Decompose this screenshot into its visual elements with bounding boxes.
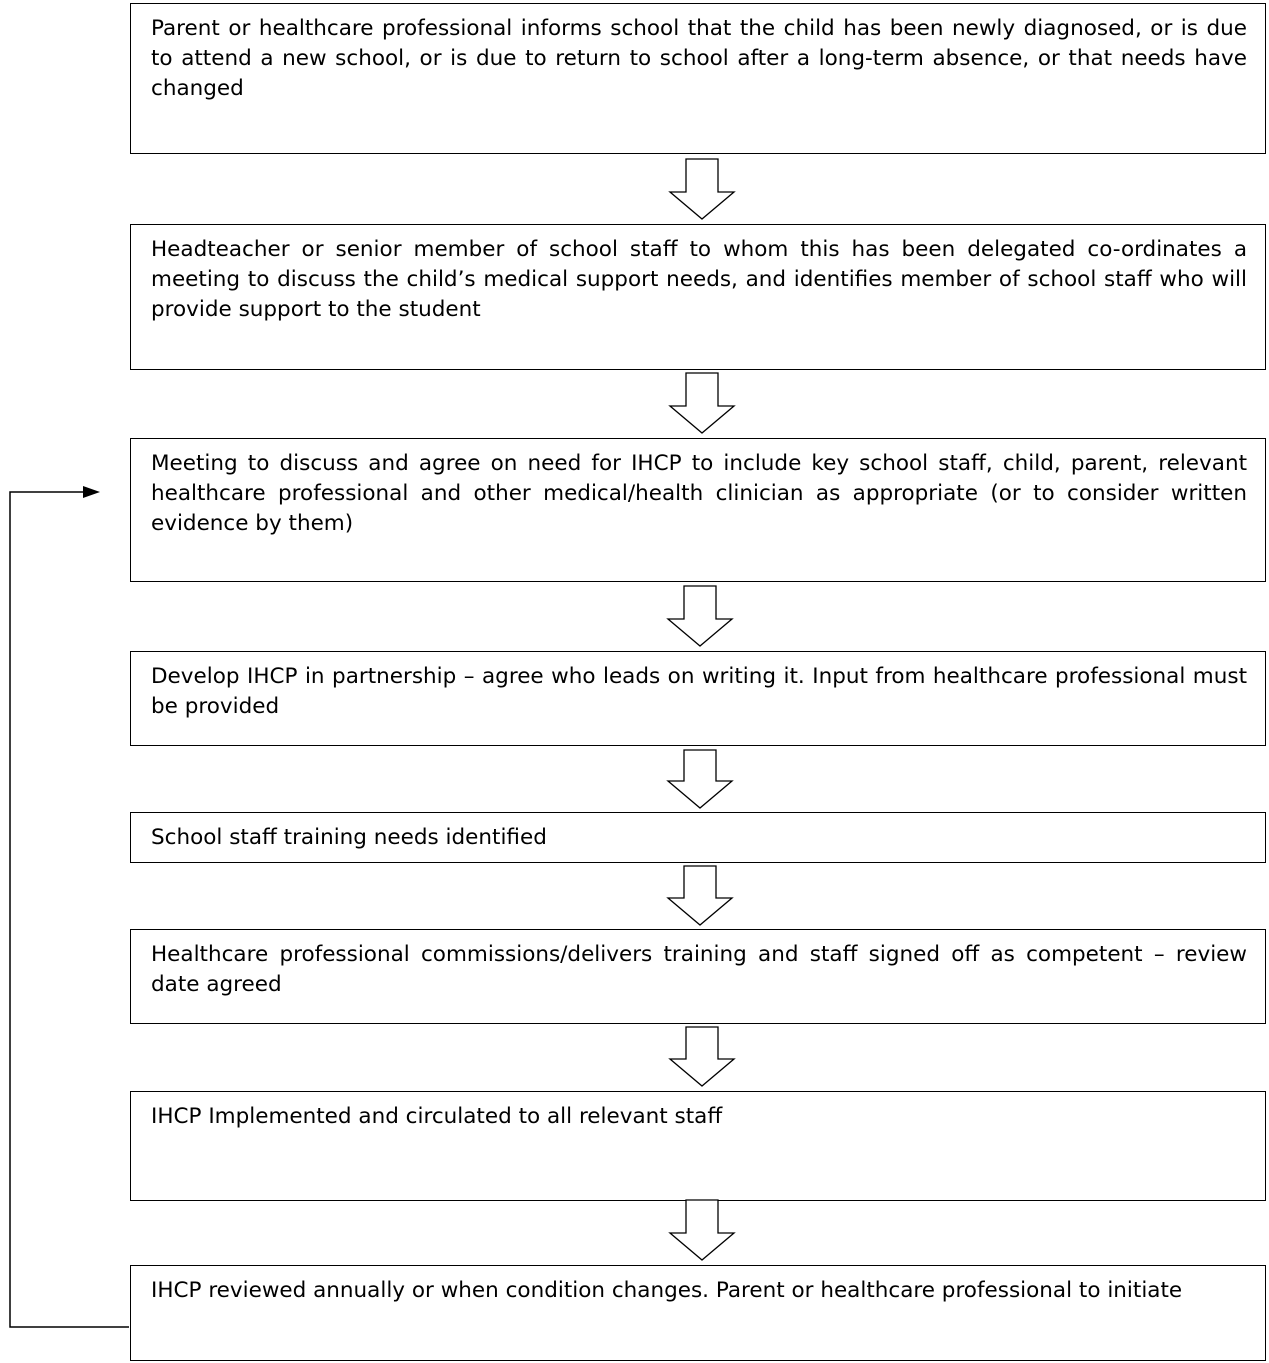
flow-step-6-text: Healthcare professional commissions/delivers training and staff signed off as competent – review date agreed [151, 942, 1247, 997]
flow-step-3-text: Meeting to discuss and agree on need for IHCP to include key school staff, child, parent, relevant healthcare professional and other medical/health clinician as appropriate (or to consider written evidence by them) [151, 451, 1247, 536]
down-arrow-4 [668, 750, 732, 808]
flow-step-7-text: IHCP Implemented and circulated to all relevant staff [151, 1104, 723, 1129]
down-arrow-5 [668, 866, 732, 925]
down-arrow-1 [670, 159, 734, 219]
flow-step-2-text: Headteacher or senior member of school staff to whom this has been delegated co-ordinates a meeting to discuss the child’s medical support needs, and identifies member of school staff who will provide support to the student [151, 237, 1247, 322]
down-arrow-3 [668, 586, 732, 646]
flow-step-8-text: IHCP reviewed annually or when condition changes. Parent or healthcare professional to initiate [151, 1278, 1183, 1303]
flow-step-4-text: Develop IHCP in partnership – agree who leads on writing it. Input from healthcare professional must be provided [151, 664, 1247, 719]
down-arrow-2 [670, 373, 734, 433]
down-arrow-6 [670, 1027, 734, 1086]
down-arrow-7 [670, 1200, 734, 1260]
flow-step-1-text: Parent or healthcare professional informs school that the child has been newly diagnosed, or is due to attend a new school, or is due to return to school after a long-term absence, or that needs have changed [151, 16, 1247, 101]
feedback-loop-arrow [10, 486, 129, 1327]
flow-step-5-text: School staff training needs identified [151, 825, 547, 850]
